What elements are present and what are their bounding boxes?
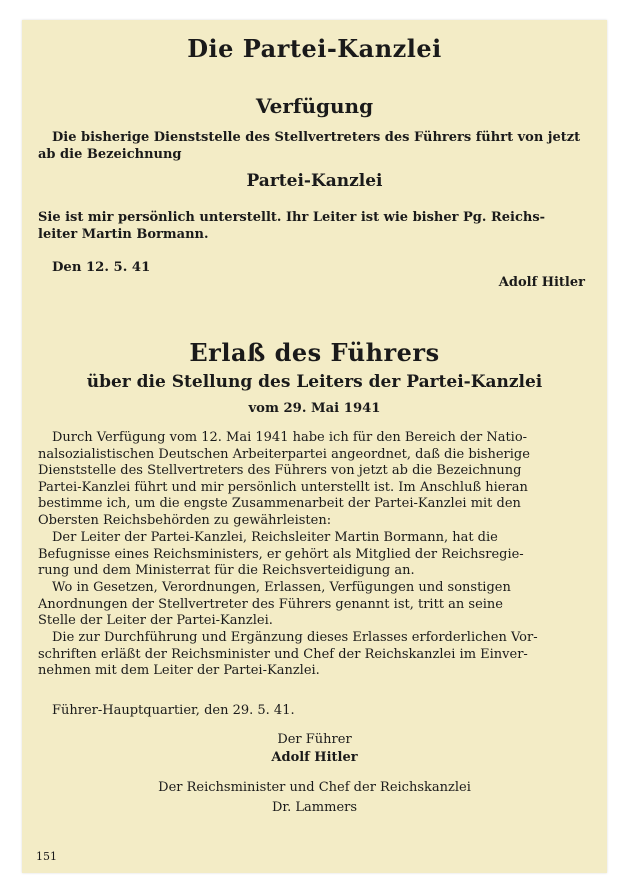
erlass-paragraph-2: Der Leiter der Partei-Kanzlei, Reichsleiter Martin Bormann, hat die Befugnisse eines Reichsministers, er gehört als Mitglied der Reichsregie- rung und dem Ministerrat für die Reichsverteidigung an. (38, 530, 524, 579)
verfuegung-body: Sie ist mir persönlich unterstellt. Ihr Leiter ist wie bisher Pg. Reichs- leiter Martin Bormann. (38, 210, 546, 242)
erlass-date-line: vom 29. Mai 1941 (248, 401, 381, 416)
erlass-subheading: über die Stellung des Leiters der Partei-Kanzlei (86, 372, 543, 392)
page-title: Die Partei-Kanzlei (187, 34, 442, 63)
erlass-signer-name: Adolf Hitler (271, 750, 358, 765)
verfuegung-heading: Verfügung (255, 94, 374, 118)
page-number: 151 (36, 850, 57, 863)
erlass-place-date: Führer-Hauptquartier, den 29. 5. 41. (52, 703, 295, 718)
erlass-signer-title: Der Führer (277, 732, 352, 747)
erlass-paragraph-1: Durch Verfügung vom 12. Mai 1941 habe ich für den Bereich der Natio- nalsozialistischen Deutschen Arbeiterpartei angeordnet, daß die bisherige Dienststelle des Stellvertreters des Führers von jetzt ab die Bezeichnung Partei-Kanzlei führt und mir persönlich unterstellt ist. Im Anschluß hieran bestimme ich, um die engste Zusammenarbeit der Partei-Kanzlei mit den Obersten Reichsbehörden zu gewährleisten: (38, 430, 530, 528)
erlass-paragraph-3: Wo in Gesetzen, Verordnungen, Erlassen, Verfügungen und sonstigen Anordnungen der Stellvertreter des Führers genannt ist, tritt an seine Stelle der Leiter der Partei-Kanzlei. (38, 580, 511, 629)
verfuegung-signature: Adolf Hitler (498, 275, 585, 290)
verfuegung-intro: Die bisherige Dienststelle des Stellvertreters des Führers führt von jetzt ab die Bezeichnung (38, 130, 581, 162)
erlass-countersign-title: Der Reichsminister und Chef der Reichskanzlei (158, 780, 471, 795)
verfuegung-date: Den 12. 5. 41 (52, 260, 151, 275)
erlass-countersign-name: Dr. Lammers (271, 800, 358, 815)
verfuegung-name-heading: Partei-Kanzlei (246, 171, 383, 191)
erlass-paragraph-4: Die zur Durchführung und Ergänzung dieses Erlasses erforderlichen Vor- schriften erläßt der Reichsminister und Chef der Reichskanzlei im Einver- nehmen mit dem Leiter der Partei-Kanzlei. (38, 630, 538, 679)
document-page (22, 20, 607, 873)
erlass-heading: Erlaß des Führers (189, 338, 440, 367)
